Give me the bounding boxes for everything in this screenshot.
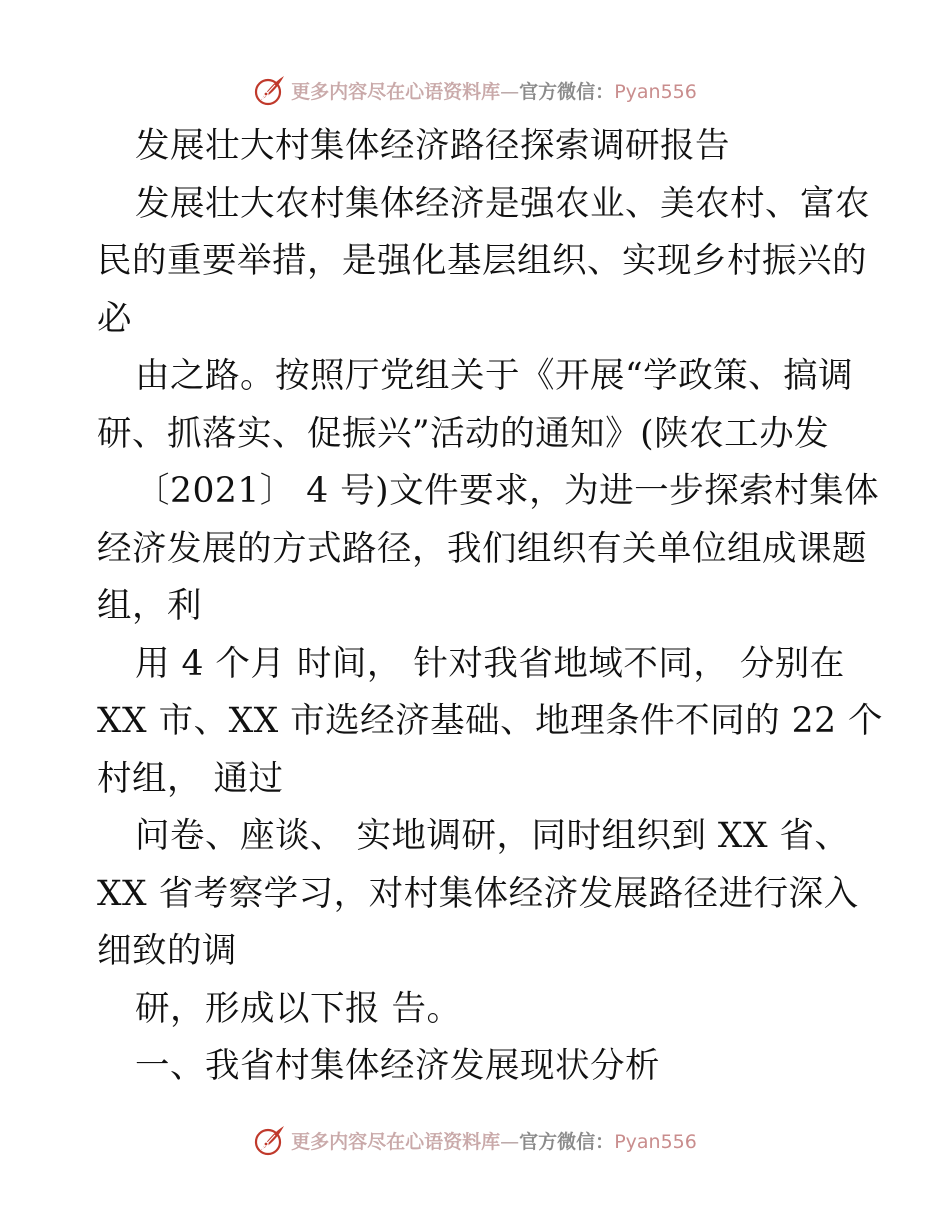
text-line: 经济发展的方式路径，我们组织有关单位组成课题 (97, 528, 867, 569)
text-line: XX 省考察学习，对村集体经济发展路径进行深入 (97, 873, 859, 914)
text-line: 〔2021〕 4 号)文件要求，为进一步探索村集体 (135, 471, 880, 511)
text-line: 细致的调 (97, 931, 237, 971)
text-line: 用 4 个月 时间， 针对我省地域不同， 分别在 (135, 643, 845, 684)
watermark-dash: — (500, 80, 520, 103)
text-line: 民的重要举措，是强化基层组织、实现乡村振兴的 (97, 241, 867, 281)
quill-feather-circle-icon (253, 73, 287, 107)
watermark-wechat-id: Pyan556 (614, 1130, 697, 1153)
watermark-wechat-id: Pyan556 (614, 80, 697, 103)
text-line: 由之路。按照厅党组关于《开展“学政策、搞调 (135, 356, 854, 396)
bottom-watermark-banner (0, 1120, 950, 1160)
document-title: 发展壮大村集体经济路径探索调研报告 (135, 126, 730, 166)
text-line: 必 (97, 298, 132, 339)
text-line: 一、我省村集体经济发展现状分析 (135, 1046, 660, 1086)
document-body (97, 118, 884, 1096)
text-line: 研，形成以下报 告。 (135, 988, 462, 1029)
watermark-text (291, 77, 697, 104)
watermark-official: 官方微信： (519, 80, 615, 103)
watermark-brand: 更多内容尽在心语资料库 (291, 1130, 501, 1153)
quill-feather-circle-icon (253, 1123, 287, 1157)
watermark-official: 官方微信： (519, 1130, 615, 1153)
text-line: 研、抓落实、促振兴”活动的通知》(陕农工办发 (97, 413, 830, 454)
text-line: 发展壮大农村集体经济是强农业、美农村、富农 (135, 183, 870, 224)
text-line: 村组， 通过 (97, 758, 284, 799)
watermark-dash: — (500, 1130, 520, 1153)
text-line: 问卷、座谈、 实地调研，同时组织到 XX 省、 (135, 816, 850, 856)
text-line: XX 市、XX 市选经济基础、地理条件不同的 22 个 (97, 701, 884, 741)
watermark-brand: 更多内容尽在心语资料库 (291, 80, 501, 103)
top-watermark-banner (0, 70, 950, 110)
text-line: 组，利 (97, 586, 202, 626)
watermark-text (291, 1127, 697, 1154)
